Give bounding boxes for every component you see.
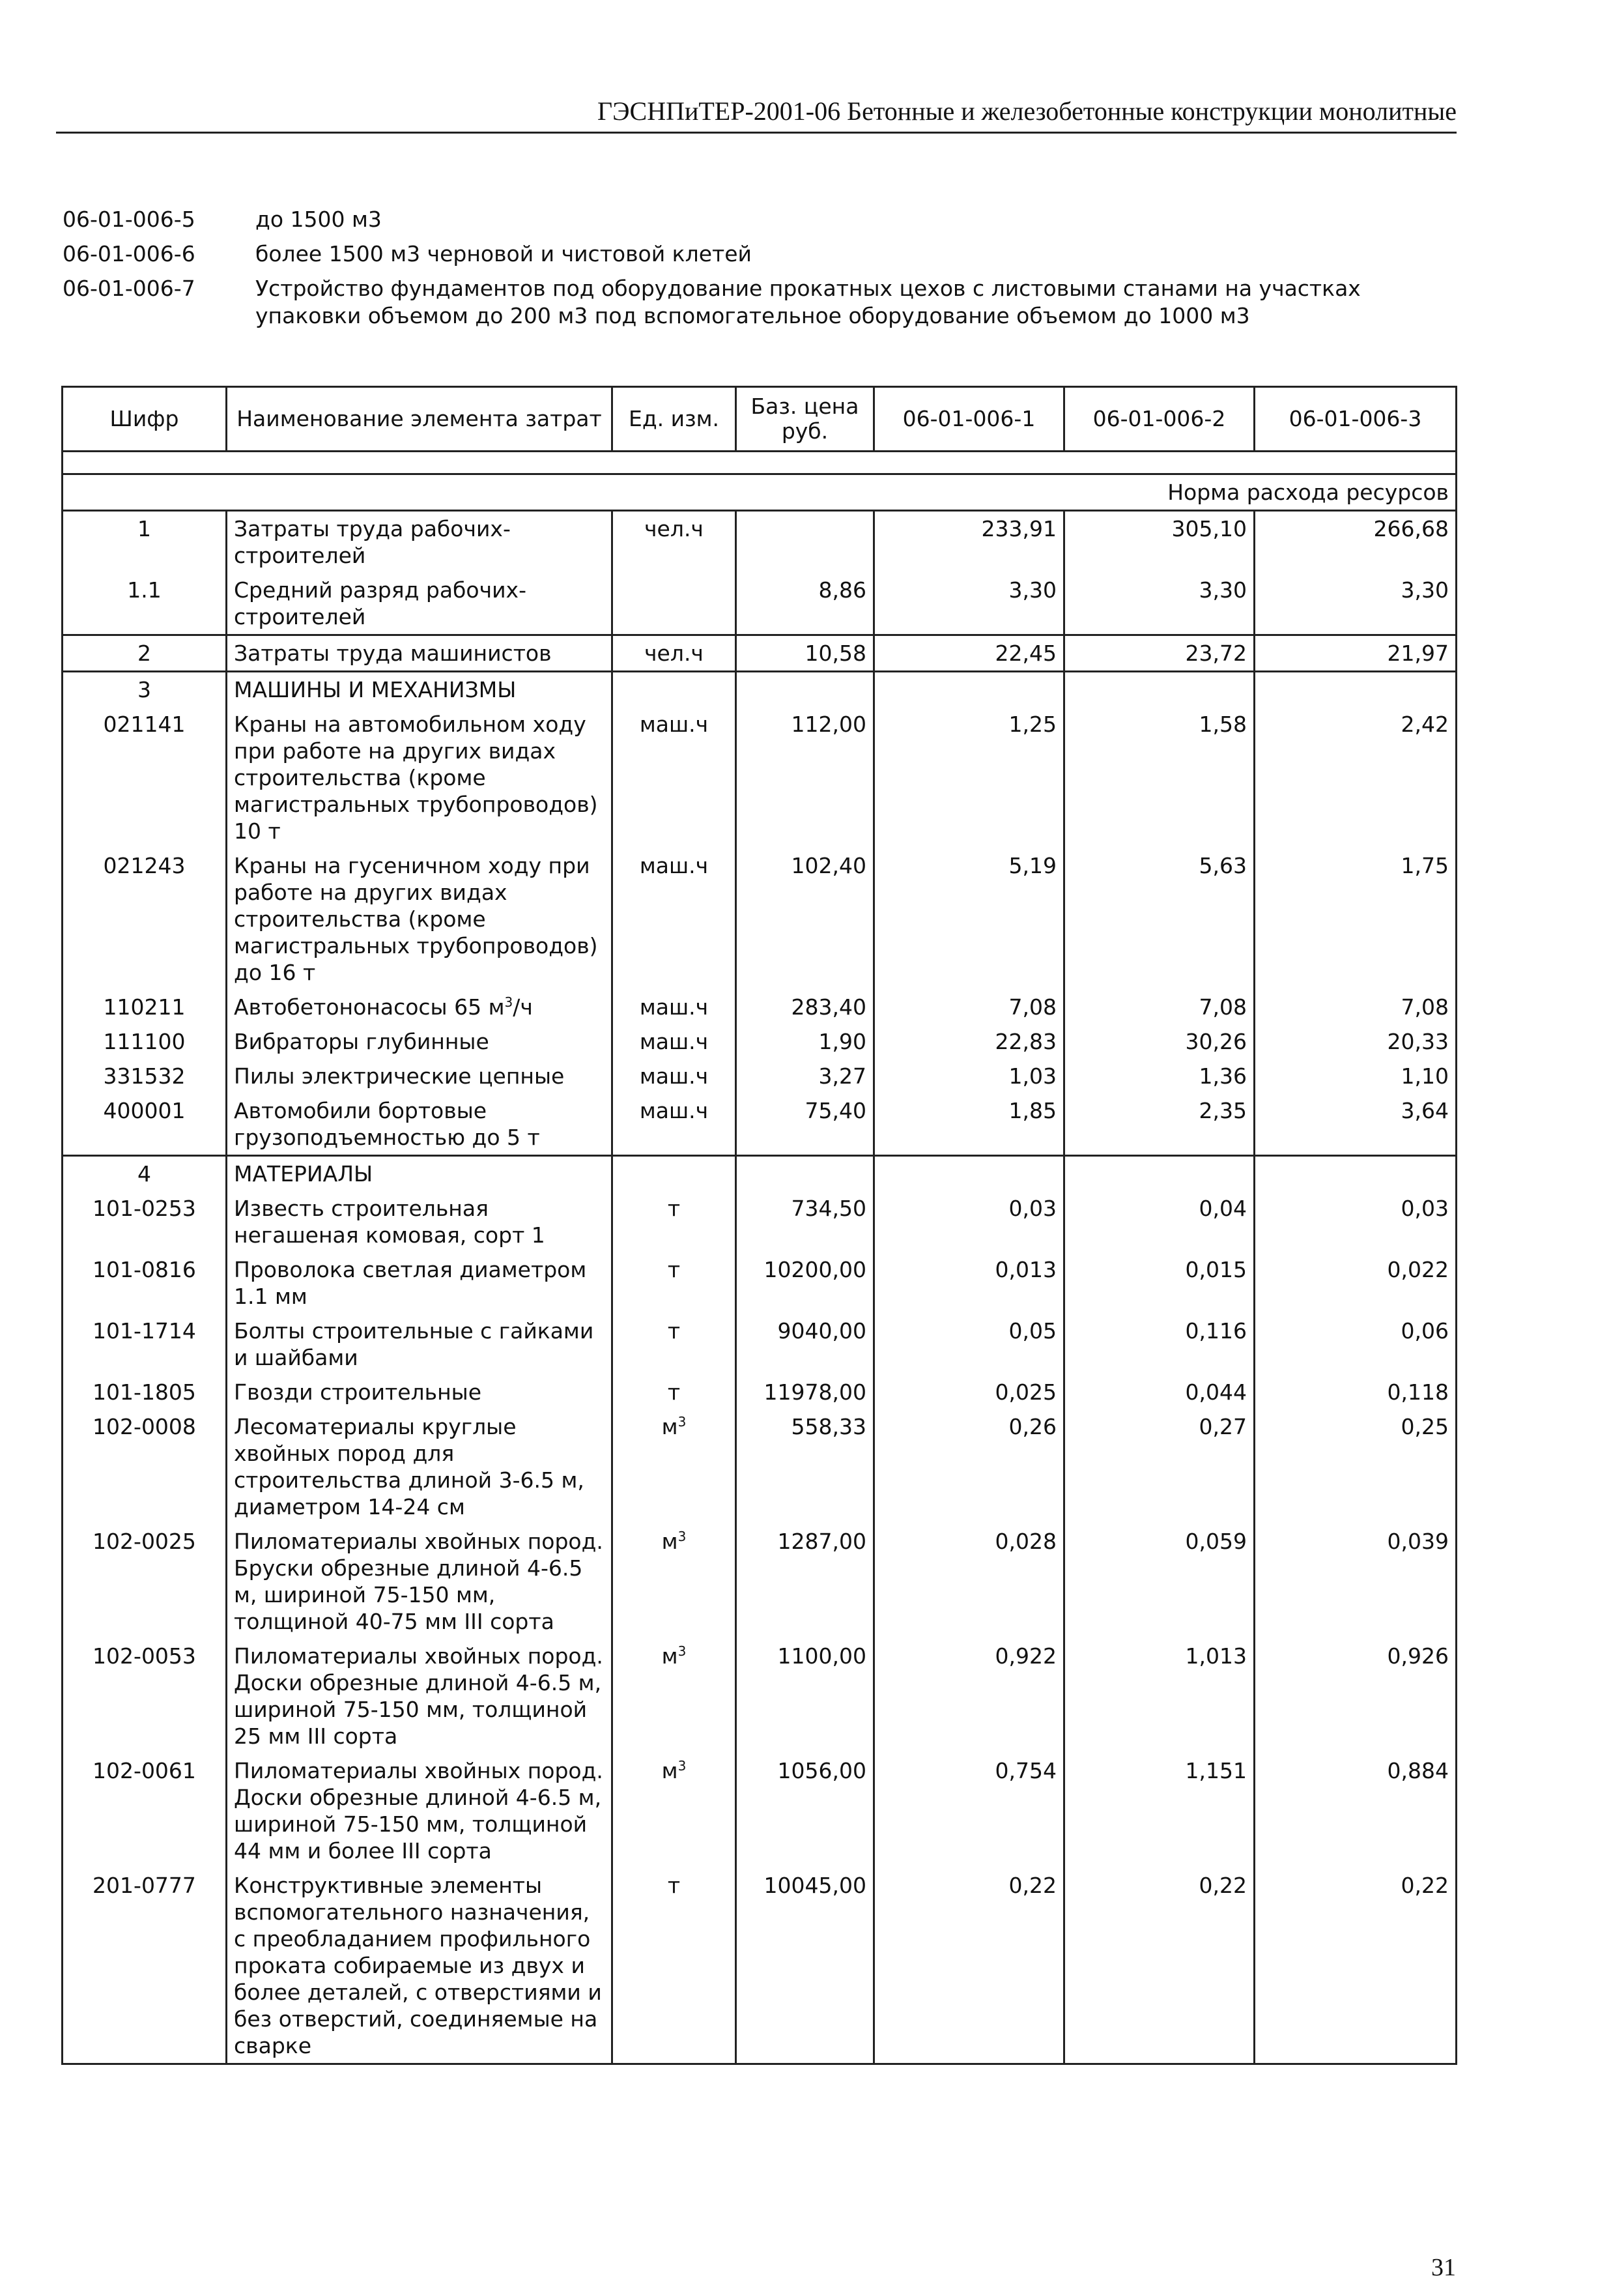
cell-value-1: 0,03 — [874, 1191, 1064, 1252]
cell-price: 10,58 — [736, 635, 874, 672]
table-row — [63, 1093, 1457, 1156]
cell-price: 1287,00 — [736, 1524, 874, 1639]
cell-unit: маш.ч — [612, 1024, 736, 1059]
cell-unit: маш.ч — [612, 990, 736, 1024]
cell-value-1: 0,013 — [874, 1252, 1064, 1314]
cell-value-1: 1,25 — [874, 707, 1064, 848]
unit-superscript: 3 — [677, 1643, 687, 1659]
code-list — [63, 206, 1470, 337]
table-row — [63, 1868, 1457, 2064]
cell-value-2: 1,58 — [1064, 707, 1255, 848]
cell-value-1: 0,05 — [874, 1314, 1064, 1375]
header-col-1: 06-01-006-1 — [874, 387, 1064, 452]
unit-text: м — [661, 1758, 678, 1783]
header-code: Шифр — [63, 387, 227, 452]
cell-value-3: 0,25 — [1255, 1409, 1457, 1524]
cell-price: 75,40 — [736, 1093, 874, 1156]
cell-name: Средний разряд рабочих-строителей — [227, 573, 612, 635]
cell-code: 101-0253 — [63, 1191, 227, 1252]
cell-name: Автомобили бортовые грузоподъемностью до 5 т — [227, 1093, 612, 1156]
unit-text: м — [661, 1414, 678, 1439]
cell-unit: маш.ч — [612, 848, 736, 990]
code-id: 06-01-006-6 — [63, 241, 195, 267]
cell-value-1: 5,19 — [874, 848, 1064, 990]
cell-value-3: 7,08 — [1255, 990, 1457, 1024]
cell-name: Пиломатериалы хвойных пород. Доски обрезные длиной 4-6.5 м, шириной 75-150 мм, толщиной 25 мм III сорта — [227, 1639, 612, 1753]
cell-code: 400001 — [63, 1093, 227, 1156]
cell-price: 283,40 — [736, 990, 874, 1024]
cell-name: Затраты труда машинистов — [227, 635, 612, 672]
cell-price: 1100,00 — [736, 1639, 874, 1753]
document-header: ГЭСНПиТЕР-2001-06 Бетонные и железобетонные конструкции монолитные — [56, 91, 1457, 134]
cell-unit — [612, 573, 736, 635]
cell-value-3: 266,68 — [1255, 511, 1457, 573]
section-title: МАТЕРИАЛЫ — [227, 1156, 612, 1192]
cell-unit — [612, 1753, 736, 1868]
cell-unit — [612, 1639, 736, 1753]
cell-code: 021141 — [63, 707, 227, 848]
cell-price: 734,50 — [736, 1191, 874, 1252]
cell-price: 9040,00 — [736, 1314, 874, 1375]
norm-caption: Норма расхода ресурсов — [63, 474, 1457, 511]
table-row — [63, 1252, 1457, 1314]
cell-price: 112,00 — [736, 707, 874, 848]
cell-unit — [612, 1868, 736, 2064]
cell-value-3: 3,30 — [1255, 573, 1457, 635]
unit-text: т — [667, 1379, 681, 1405]
cell-code: 021243 — [63, 848, 227, 990]
cell-value-3: 2,42 — [1255, 707, 1457, 848]
cell-value-3: 20,33 — [1255, 1024, 1457, 1059]
unit-text: т — [667, 1318, 681, 1344]
cell-name: Пиломатериалы хвойных пород. Доски обрезные длиной 4-6.5 м, шириной 75-150 мм, толщиной 44 мм и более III сорта — [227, 1753, 612, 1868]
cell-value-2: 0,22 — [1064, 1868, 1255, 2064]
cell-value-1: 0,22 — [874, 1868, 1064, 2064]
section-heading-row — [63, 672, 1457, 708]
cell-price: 1,90 — [736, 1024, 874, 1059]
cell-price: 8,86 — [736, 573, 874, 635]
cell-value-2: 23,72 — [1064, 635, 1255, 672]
cell-value-2: 0,059 — [1064, 1524, 1255, 1639]
cell-value-2: 5,63 — [1064, 848, 1255, 990]
cell-code: 111100 — [63, 1024, 227, 1059]
unit-text: т — [667, 1873, 681, 1898]
code-id: 06-01-006-7 — [63, 276, 195, 301]
cell-code: 102-0025 — [63, 1524, 227, 1639]
cell-price: 558,33 — [736, 1409, 874, 1524]
cell-unit: чел.ч — [612, 511, 736, 573]
cell-code: 102-0008 — [63, 1409, 227, 1524]
table-row — [63, 1314, 1457, 1375]
cell-name-text: Автобетононасосы 65 м — [234, 994, 505, 1020]
code-description: более 1500 м3 черновой и чистовой клетей — [255, 241, 752, 267]
table-row — [63, 1059, 1457, 1093]
section-title: МАШИНЫ И МЕХАНИЗМЫ — [227, 672, 612, 708]
cell-name: Пиломатериалы хвойных пород. Бруски обрезные длиной 4-6.5 м, шириной 75-150 мм, толщиной 40-75 мм III сорта — [227, 1524, 612, 1639]
table-row — [63, 573, 1457, 635]
cell-value-3: 0,06 — [1255, 1314, 1457, 1375]
cell-value-1: 3,30 — [874, 573, 1064, 635]
code-list-item — [63, 206, 1470, 233]
code-description: до 1500 м3 — [255, 207, 382, 232]
cell-value-1: 0,754 — [874, 1753, 1064, 1868]
cell-price: 10200,00 — [736, 1252, 874, 1314]
cell-name: Болты строительные с гайками и шайбами — [227, 1314, 612, 1375]
unit-text: т — [667, 1196, 681, 1221]
cell-code: 331532 — [63, 1059, 227, 1093]
spacer-row — [63, 452, 1457, 474]
cell-value-3: 0,118 — [1255, 1375, 1457, 1409]
cell-price: 102,40 — [736, 848, 874, 990]
section-number: 4 — [63, 1156, 227, 1192]
cell-name — [227, 990, 612, 1024]
cell-unit: маш.ч — [612, 1093, 736, 1156]
cell-price: 11978,00 — [736, 1375, 874, 1409]
header-price: Баз. цена руб. — [736, 387, 874, 452]
code-id: 06-01-006-5 — [63, 207, 195, 232]
cell-name: Гвозди строительные — [227, 1375, 612, 1409]
cell-value-1: 0,922 — [874, 1639, 1064, 1753]
unit-superscript: 3 — [677, 1414, 687, 1430]
cell-name-tail: /ч — [513, 994, 533, 1020]
table-row — [63, 848, 1457, 990]
cell-unit — [612, 1191, 736, 1252]
cell-value-1: 0,028 — [874, 1524, 1064, 1639]
unit-superscript: 3 — [677, 1529, 687, 1544]
cell-unit — [612, 1375, 736, 1409]
cell-code: 101-0816 — [63, 1252, 227, 1314]
cell-name: Краны на гусеничном ходу при работе на других видах строительства (кроме магистральных трубопроводов) до 16 т — [227, 848, 612, 990]
cell-price: 1056,00 — [736, 1753, 874, 1868]
code-list-item — [63, 275, 1470, 330]
resource-table — [61, 386, 1457, 2065]
cell-name: Краны на автомобильном ходу при работе на других видах строительства (кроме магистральных трубопроводов) 10 т — [227, 707, 612, 848]
page-number: 31 — [1431, 2254, 1456, 2281]
cell-code: 110211 — [63, 990, 227, 1024]
table-row — [63, 1375, 1457, 1409]
header-col-3: 06-01-006-3 — [1255, 387, 1457, 452]
code-list-item — [63, 240, 1470, 268]
cell-value-3: 0,039 — [1255, 1524, 1457, 1639]
code-description: Устройство фундаментов под оборудование прокатных цехов с листовыми станами на участках упаковки объемом до 200 м3 под вспомогательное оборудование объемом до 1000 м3 — [255, 276, 1361, 328]
table-row — [63, 990, 1457, 1024]
cell-value-1: 1,03 — [874, 1059, 1064, 1093]
cell-code: 201-0777 — [63, 1868, 227, 2064]
table-row — [63, 1753, 1457, 1868]
cell-value-1: 0,26 — [874, 1409, 1064, 1524]
cell-code: 101-1805 — [63, 1375, 227, 1409]
cell-unit — [612, 1252, 736, 1314]
cell-value-3: 21,97 — [1255, 635, 1457, 672]
cell-value-2: 2,35 — [1064, 1093, 1255, 1156]
cell-value-3: 0,22 — [1255, 1868, 1457, 2064]
cell-value-3: 3,64 — [1255, 1093, 1457, 1156]
cell-value-3: 0,926 — [1255, 1639, 1457, 1753]
cell-value-2: 0,015 — [1064, 1252, 1255, 1314]
table-row — [63, 1409, 1457, 1524]
cell-value-2: 305,10 — [1064, 511, 1255, 573]
unit-text: т — [667, 1257, 681, 1282]
cell-name-superscript: 3 — [504, 994, 513, 1010]
cell-code: 1 — [63, 511, 227, 573]
cell-value-2: 1,36 — [1064, 1059, 1255, 1093]
cell-value-1: 22,83 — [874, 1024, 1064, 1059]
cell-code: 1.1 — [63, 573, 227, 635]
table-row — [63, 707, 1457, 848]
cell-price — [736, 511, 874, 573]
cell-value-2: 0,04 — [1064, 1191, 1255, 1252]
cell-value-2: 7,08 — [1064, 990, 1255, 1024]
cell-unit — [612, 1409, 736, 1524]
cell-price: 10045,00 — [736, 1868, 874, 2064]
cell-value-1: 22,45 — [874, 635, 1064, 672]
section-number: 3 — [63, 672, 227, 708]
cell-unit — [612, 1524, 736, 1639]
cell-name: Проволока светлая диаметром 1.1 мм — [227, 1252, 612, 1314]
cell-value-1: 233,91 — [874, 511, 1064, 573]
table-row — [63, 511, 1457, 573]
unit-text: м — [661, 1643, 678, 1669]
cell-unit: маш.ч — [612, 1059, 736, 1093]
cell-name: Лесоматериалы круглые хвойных пород для строительства длиной 3-6.5 м, диаметром 14-24 см — [227, 1409, 612, 1524]
cell-unit: маш.ч — [612, 707, 736, 848]
cell-unit — [612, 1314, 736, 1375]
cell-name: Затраты труда рабочих-строителей — [227, 511, 612, 573]
cell-value-2: 30,26 — [1064, 1024, 1255, 1059]
cell-value-3: 0,03 — [1255, 1191, 1457, 1252]
section-heading-row — [63, 1156, 1457, 1192]
table-row — [63, 1524, 1457, 1639]
header-col-2: 06-01-006-2 — [1064, 387, 1255, 452]
cell-value-1: 7,08 — [874, 990, 1064, 1024]
cell-value-3: 1,10 — [1255, 1059, 1457, 1093]
cell-code: 102-0053 — [63, 1639, 227, 1753]
cell-value-2: 0,27 — [1064, 1409, 1255, 1524]
cell-value-1: 0,025 — [874, 1375, 1064, 1409]
cell-value-2: 0,044 — [1064, 1375, 1255, 1409]
header-name: Наименование элемента затрат — [227, 387, 612, 452]
cell-value-3: 0,884 — [1255, 1753, 1457, 1868]
cell-value-2: 0,116 — [1064, 1314, 1255, 1375]
cell-value-2: 1,151 — [1064, 1753, 1255, 1868]
cell-unit: чел.ч — [612, 635, 736, 672]
table-header-row — [63, 387, 1457, 452]
cell-name: Конструктивные элементы вспомогательного назначения, с преобладанием профильного проката собираемые из двух и более деталей, с отверстиями и без отверстий, соединяемые на сварке — [227, 1868, 612, 2064]
cell-value-3: 0,022 — [1255, 1252, 1457, 1314]
cell-name: Пилы электрические цепные — [227, 1059, 612, 1093]
table-row — [63, 1191, 1457, 1252]
cell-value-3: 1,75 — [1255, 848, 1457, 990]
cell-code: 2 — [63, 635, 227, 672]
norm-caption-row — [63, 474, 1457, 511]
cell-name: Известь строительная негашеная комовая, сорт 1 — [227, 1191, 612, 1252]
unit-superscript: 3 — [677, 1758, 687, 1774]
cell-value-2: 1,013 — [1064, 1639, 1255, 1753]
cell-code: 101-1714 — [63, 1314, 227, 1375]
header-unit: Ед. изм. — [612, 387, 736, 452]
unit-text: м — [661, 1529, 678, 1554]
cell-value-1: 1,85 — [874, 1093, 1064, 1156]
table-row — [63, 1024, 1457, 1059]
cell-price: 3,27 — [736, 1059, 874, 1093]
cell-code: 102-0061 — [63, 1753, 227, 1868]
table-row — [63, 1639, 1457, 1753]
table-row — [63, 635, 1457, 672]
cell-name: Вибраторы глубинные — [227, 1024, 612, 1059]
cell-value-2: 3,30 — [1064, 573, 1255, 635]
